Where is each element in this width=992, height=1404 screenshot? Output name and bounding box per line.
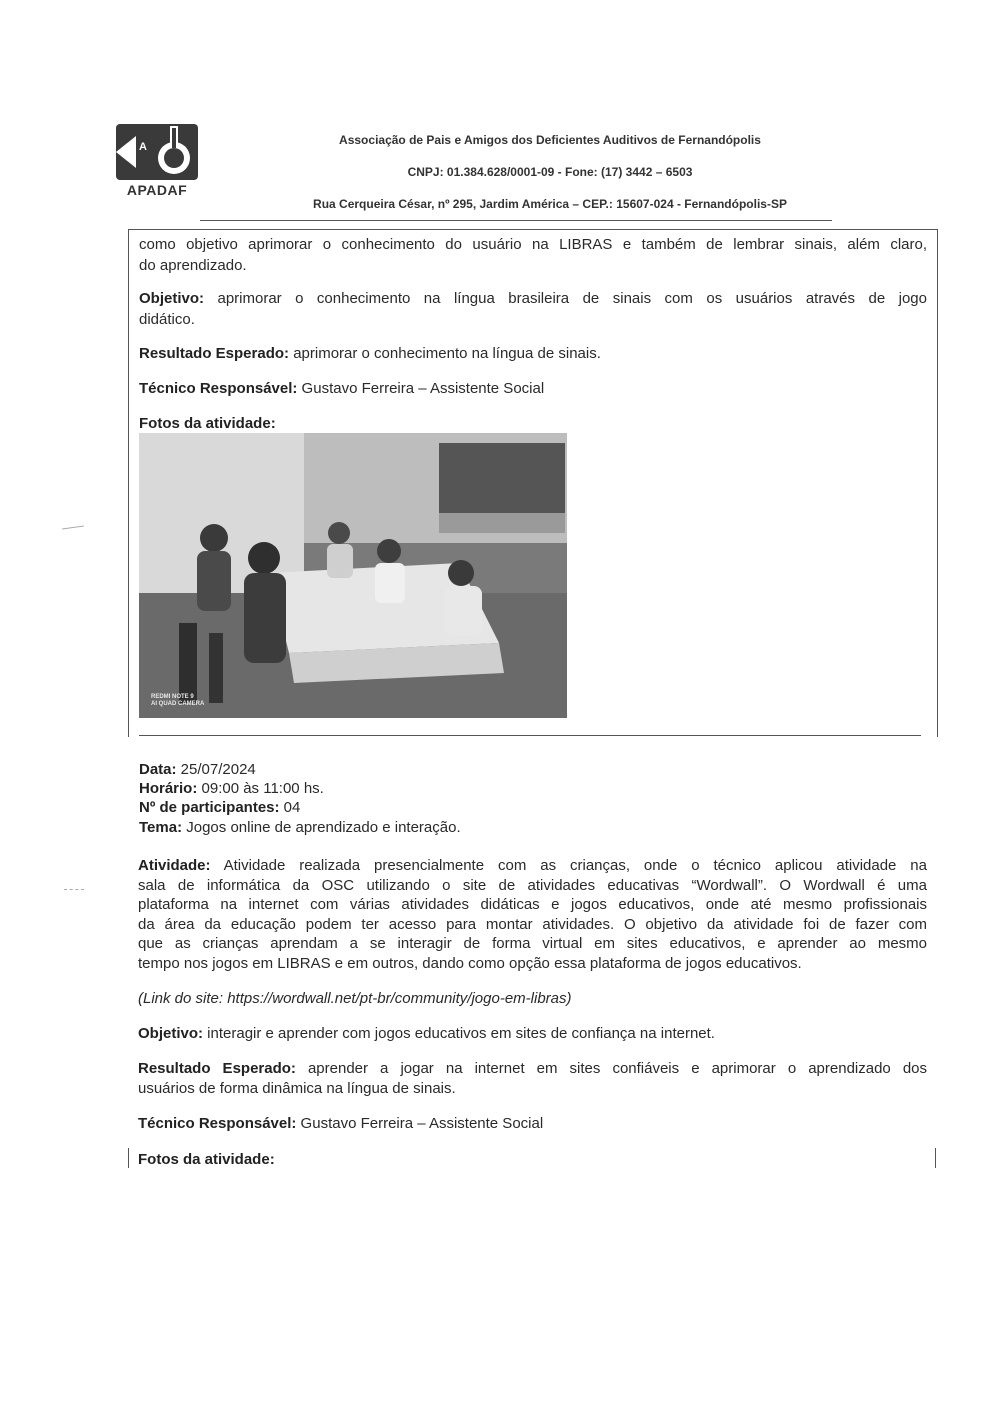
objetivo-line-2: didático. <box>139 311 195 328</box>
atividade-label: Atividade: <box>138 857 211 874</box>
atividade-line-1 <box>138 856 927 876</box>
tema-line <box>139 818 927 838</box>
horario-label: Horário: <box>139 780 198 797</box>
resultado2-text: aprender a jogar na internet em sites confiáveis e aprimorar o aprendizado dos <box>295 1060 928 1077</box>
atividade-line-2: sala de informática da OSC utilizando o site de atividades educativas “Wordwall”. O Wordwall é uma <box>138 877 927 894</box>
data-line <box>139 760 927 780</box>
box-right-border <box>937 229 938 737</box>
objetivo-text: aprimorar o conhecimento na língua brasileira de sinais com os usuários através de jogo <box>204 290 927 307</box>
tecnico2-text: Gustavo Ferreira – Assistente Social <box>296 1115 544 1132</box>
activity-photo <box>139 433 567 718</box>
resultado2-line-2: usuários de forma dinâmica na língua de sinais. <box>138 1080 456 1097</box>
resultado-text: aprimorar o conhecimento na língua de sinais. <box>289 345 601 362</box>
tecnico2-line <box>138 1114 927 1134</box>
address-line: Rua Cerqueira César, nº 295, Jardim América – CEP.: 15607-024 - Fernandópolis-SP <box>313 197 787 211</box>
resultado-line <box>139 344 927 364</box>
box-top-border <box>128 229 937 230</box>
box2-left-border <box>128 1148 129 1168</box>
objetivo2-label: Objetivo: <box>138 1025 204 1042</box>
data-value: 25/07/2024 <box>176 761 256 778</box>
scan-mark <box>64 889 84 890</box>
atividade-text-1: Atividade realizada presencialmente com as crianças, onde o técnico aplicou atividade na <box>210 857 927 874</box>
atividade-line-6: tempo nos jogos em LIBRAS e em outros, dando como opção essa plataforma de jogos educativos. <box>138 955 802 972</box>
photo-caption-line-2: AI QUAD CAMERA <box>151 701 205 707</box>
data-label: Data: <box>139 761 177 778</box>
scan-mark <box>62 525 84 529</box>
intro-line-1: como objetivo aprimorar o conhecimento do usuário na LIBRAS e também de lembrar sinais, além claro, <box>139 236 927 253</box>
resultado-label: Resultado Esperado: <box>139 345 290 362</box>
box-left-border <box>128 229 129 737</box>
tema-value: Jogos online de aprendizado e interação. <box>182 819 461 836</box>
objetivo2-line <box>138 1024 927 1044</box>
tecnico-label: Técnico Responsável: <box>139 380 298 397</box>
intro-line-2: do aprendizado. <box>139 257 247 274</box>
fotos-label: Fotos da atividade: <box>139 415 276 432</box>
horario-value: 09:00 às 11:00 hs. <box>197 780 324 797</box>
participantes-line <box>139 798 927 818</box>
tecnico-line <box>139 379 927 399</box>
objetivo-line-1 <box>139 289 927 309</box>
participantes-label: Nº de participantes: <box>139 799 280 816</box>
logo-text: APADAF <box>126 182 188 198</box>
tecnico-text: Gustavo Ferreira – Assistente Social <box>297 380 545 397</box>
objetivo2-text: interagir e aprender com jogos educativos em sites de confiança na internet. <box>203 1025 715 1042</box>
atividade-line-5: que as crianças aprendam a se interagir de forma virtual em sites educativos, e aprender ao mesmo <box>138 935 927 952</box>
cnpj-line: CNPJ: 01.384.628/0001-09 - Fone: (17) 3442 – 6503 <box>407 165 693 179</box>
objetivo-label: Objetivo: <box>139 290 205 307</box>
atividade-line-4: da área da educação podem ter acesso para montar atividades. O objetivo da atividade foi de fazer com <box>138 916 927 933</box>
section-divider <box>139 735 921 736</box>
link-text: (Link do site: https://wordwall.net/pt-br/community/jogo-em-libras) <box>138 990 572 1007</box>
atividade-line-3: plataforma na internet com várias atividades didáticas e jogos educativos, onde até mesmo profissionais <box>138 896 927 913</box>
box2-right-border <box>935 1148 936 1168</box>
photo-caption-line-1: REDMI NOTE 9 <box>151 694 194 700</box>
fotos2-label: Fotos da atividade: <box>138 1151 275 1168</box>
tecnico2-label: Técnico Responsável: <box>138 1115 297 1132</box>
org-name: Associação de Pais e Amigos dos Deficientes Auditivos de Fernandópolis <box>339 133 761 147</box>
logo-letter: A <box>139 141 147 153</box>
resultado2-label: Resultado Esperado: <box>138 1060 296 1077</box>
tema-label: Tema: <box>139 819 183 836</box>
resultado2-line-1 <box>138 1059 927 1079</box>
horario-line <box>139 779 927 799</box>
photo-caption <box>151 694 204 708</box>
participantes-value: 04 <box>279 799 301 816</box>
header-rule <box>200 220 832 221</box>
